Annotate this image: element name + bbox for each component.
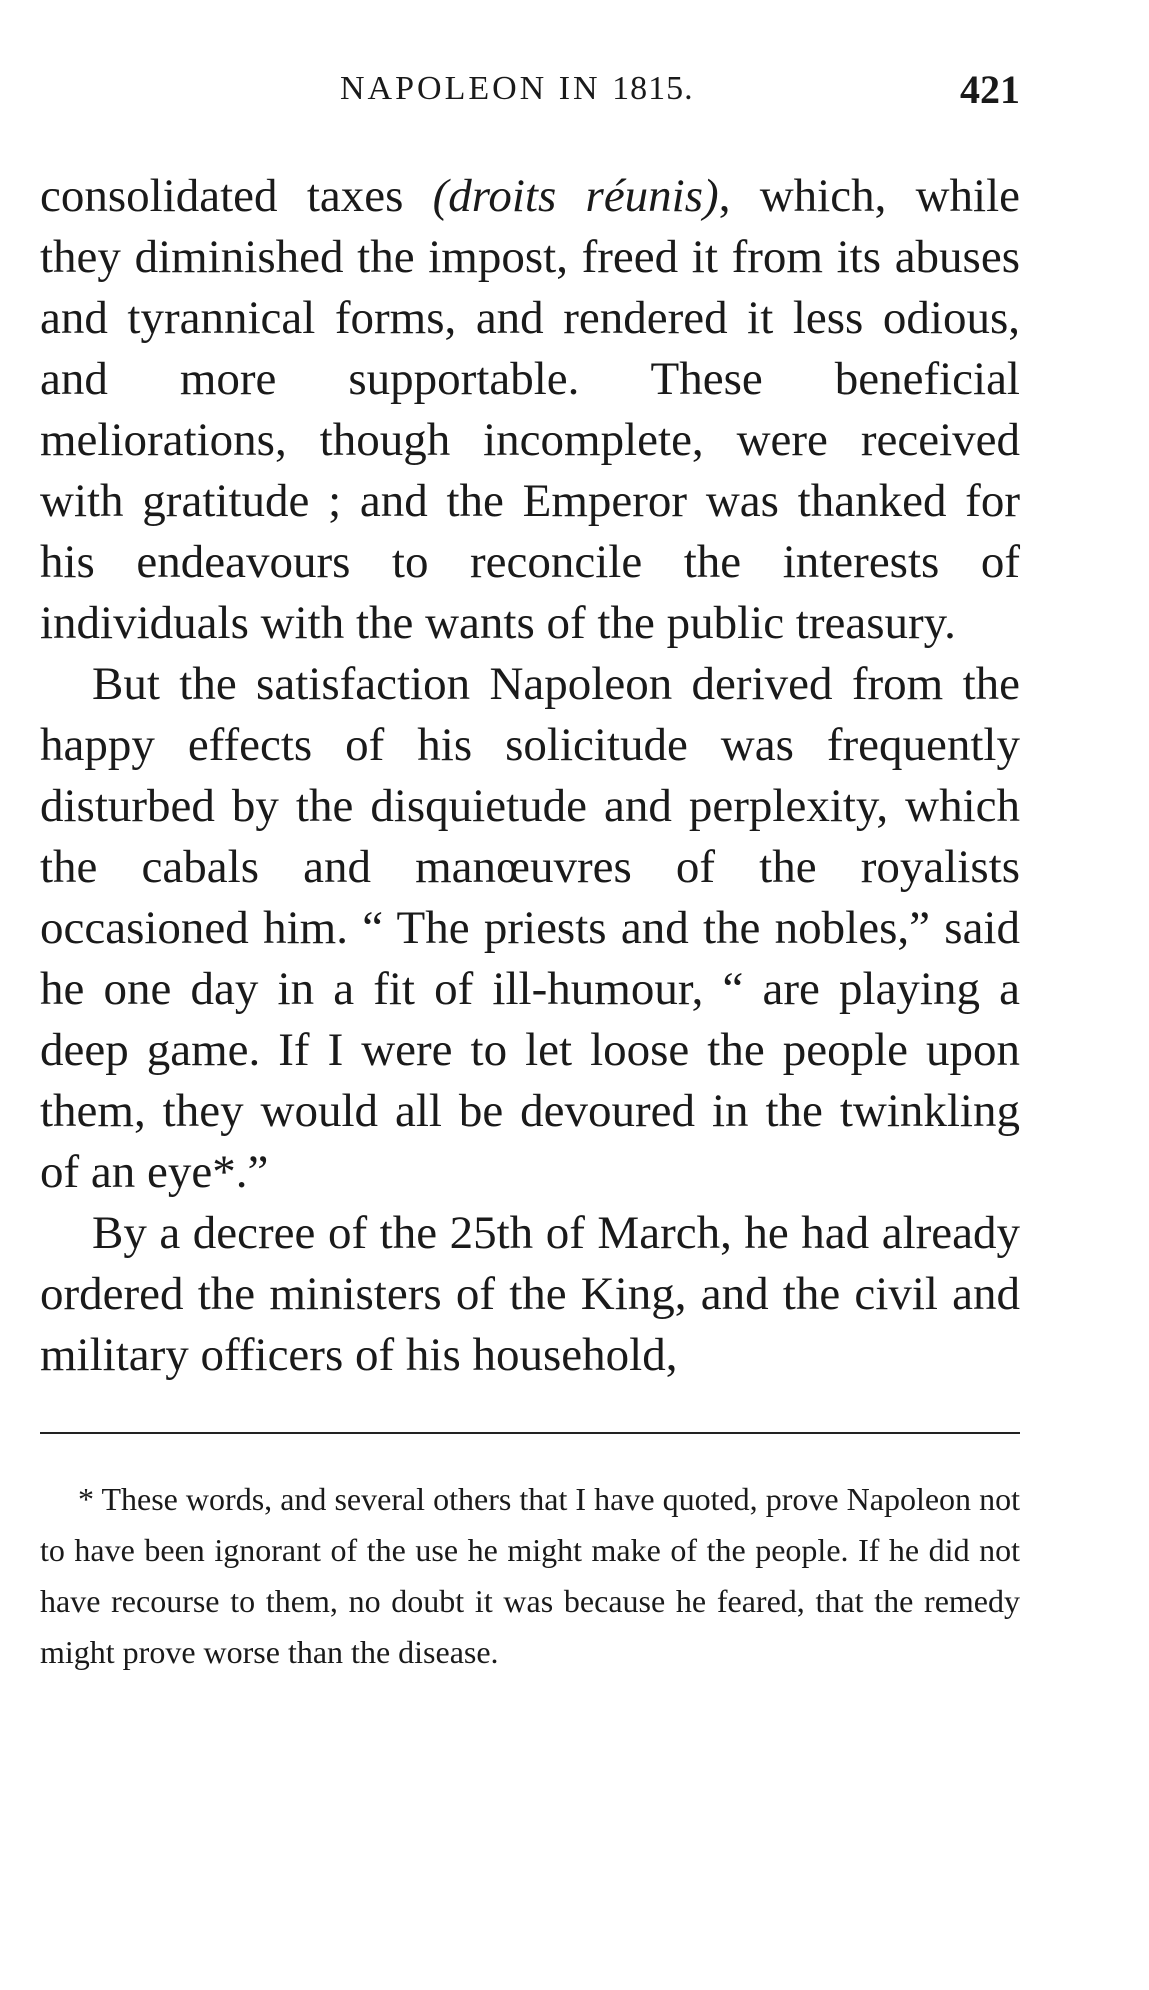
running-title [340,70,694,108]
footnote [40,1474,1020,1678]
paragraph-1-rest: , which, while they diminished the impost, freed it from its abuses and tyrannical forms, and rendered it less odious, and more supportable. These beneficial meliorations, though incomplete, were received with gratitude ; and the Emperor was thanked for his endeavours to reconcile the interests of individuals with the wants of the public treasury. [40,170,1020,649]
paragraph-1 [40,166,1020,654]
paragraph-2: But the satisfaction Napoleon derived from the happy effects of his solicitude was frequently disturbed by the disquietude and perplexity, which the cabals and manœuvres of the royalists occasioned him. “ The priests and the nobles,” said he one day in a fit of ill-humour, “ are playing a deep game. If I were to let loose the people upon them, they would all be devoured in the twinkling of an eye*.” [40,658,1020,1198]
running-title-year: 1815. [612,70,694,107]
running-title-text: NAPOLEON IN [340,70,601,107]
paragraph-3: By a decree of the 25th of March, he had already ordered the ministers of the King, and the civil and military officers of his household, [40,1207,1020,1381]
running-header [40,67,1020,130]
book-page [40,67,1020,1678]
footnote-text: * These words, and several others that I have quoted, prove Napoleon not to have been ignorant of the use he might make of the people. If he did not have recourse to them, no doubt it was because he feared, that the remedy might prove worse than the disease. [40,1481,1020,1670]
body-text [40,166,1020,1386]
paragraph-1-start: consolidated taxes [40,170,433,222]
page-number: 421 [960,67,1020,112]
footnote-divider [40,1432,1020,1434]
italic-phrase: (droits réunis) [432,170,719,222]
